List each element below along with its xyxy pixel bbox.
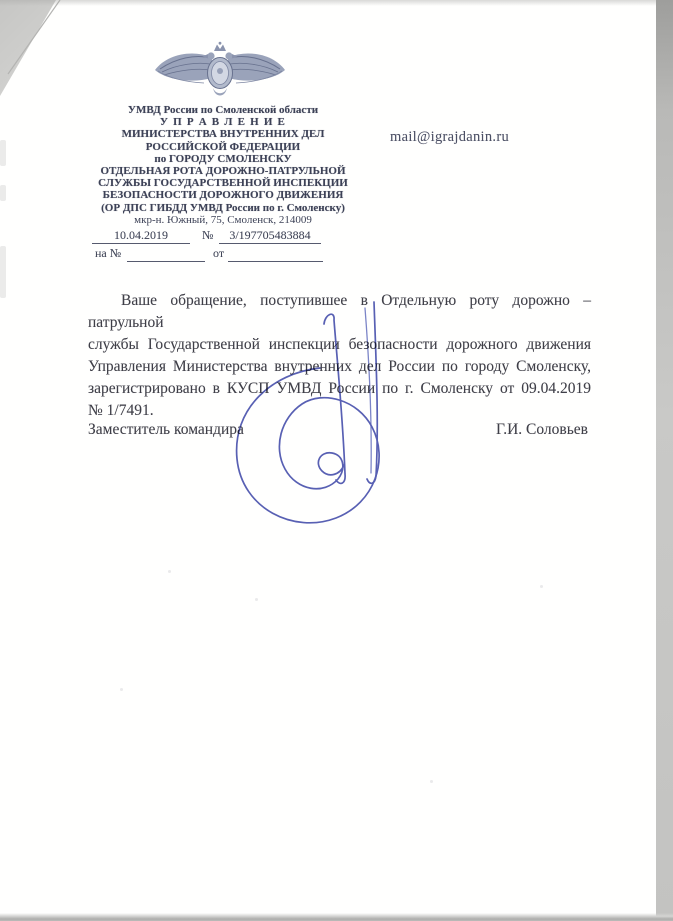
corner-crease-line bbox=[0, 0, 70, 90]
org-name-line: У П Р А В Л Е Н И Е bbox=[159, 116, 287, 129]
scan-speck bbox=[255, 598, 258, 601]
org-name-line: БЕЗОПАСНОСТИ ДОРОЖНОГО ДВИЖЕНИЯ bbox=[102, 189, 344, 202]
org-name-line: по ГОРОДУ СМОЛЕНСКУ bbox=[154, 152, 292, 165]
org-name-line: МИНИСТЕРСТВА ВНУТРЕННИХ ДЕЛ bbox=[121, 128, 325, 141]
org-name-line: СЛУЖБЫ ГОСУДАРСТВЕННОЙ ИНСПЕКЦИИ bbox=[98, 177, 348, 190]
incoming-date-label: от bbox=[213, 246, 225, 260]
letterhead bbox=[55, 104, 391, 226]
org-abbreviation-line: (ОР ДПС ГИБДД УМВД России по г. Смоленску) bbox=[101, 201, 345, 214]
body-line: Управления Министерства внутренних дел России по городу Смоленску, bbox=[88, 357, 591, 375]
outgoing-number: 3/197705483884 bbox=[219, 228, 321, 244]
scan-speck bbox=[120, 688, 123, 691]
org-name-line: ОТДЕЛЬНАЯ РОТА ДОРОЖНО-ПАТРУЛЬНОЙ bbox=[100, 165, 346, 178]
scan-smudge bbox=[0, 246, 6, 298]
body-line: № 1/7491. bbox=[88, 401, 154, 419]
incoming-number-label: на № bbox=[95, 246, 122, 260]
body-line: Ваше обращение, поступившее в Отдельную роту дорожно – патрульной bbox=[88, 292, 591, 331]
signatory-role: Заместитель командира bbox=[88, 421, 244, 438]
body-line: службы Государственной инспекции безопасности дорожного движения bbox=[88, 335, 591, 353]
org-address-line: мкр-н. Южный, 75, Смоленск, 214009 bbox=[134, 213, 312, 226]
signatory-name: Г.И. Соловьев bbox=[496, 421, 588, 438]
scan-edge-right bbox=[656, 0, 673, 921]
scan-smudge bbox=[0, 185, 6, 201]
incoming-number-blank bbox=[127, 246, 205, 262]
mvd-eagle-emblem-icon bbox=[152, 41, 288, 103]
outgoing-date: 10.04.2019 bbox=[92, 228, 190, 244]
body-line: зарегистрировано в КУСП УМВД России по г. Смоленску от 09.04.2019 bbox=[88, 379, 591, 397]
scan-smudge bbox=[0, 140, 6, 166]
org-name-line: УМВД России по Смоленской области bbox=[127, 104, 319, 116]
number-sign-label: № bbox=[202, 228, 214, 242]
scan-speck bbox=[540, 585, 543, 588]
scan-edge-bottom bbox=[0, 913, 673, 921]
incoming-date-blank bbox=[228, 246, 323, 262]
org-name-line: РОССИЙСКОЙ ФЕДЕРАЦИИ bbox=[145, 140, 301, 153]
scan-speck bbox=[168, 570, 171, 573]
scan-edge-top bbox=[0, 0, 673, 6]
handwritten-signature bbox=[224, 297, 396, 535]
scan-speck bbox=[430, 780, 433, 783]
recipient-email: mail@igrajdanin.ru bbox=[390, 129, 510, 145]
